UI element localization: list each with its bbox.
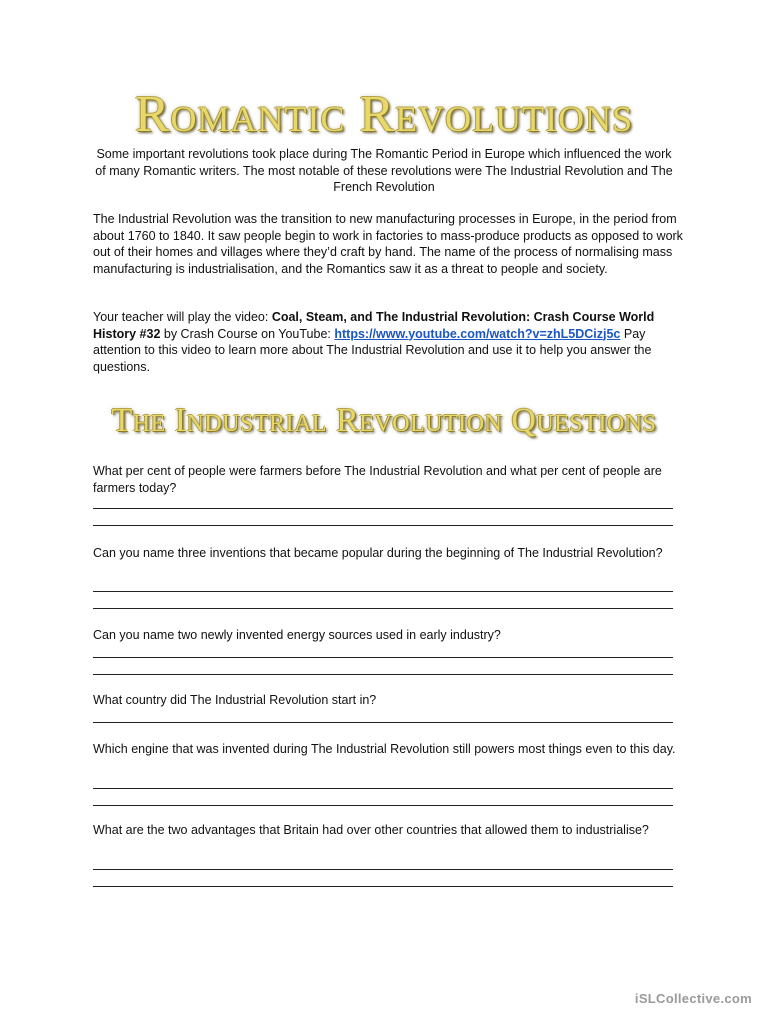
answer-line[interactable] [93,722,673,723]
answer-line[interactable] [93,608,673,609]
video-link[interactable]: https://www.youtube.com/watch?v=zhL5DCizj5c [334,326,621,341]
video-title: Coal, Steam, and The Industrial Revolution: Crash Course World History #32 [93,310,655,341]
questions-section-title: The Industrial Revolution Questions [111,402,657,439]
video-instructions-lead: Your teacher will play the video: [93,310,272,324]
video-source-text: by Crash Course on YouTube: [160,326,335,341]
answer-line[interactable] [93,886,673,887]
answer-line[interactable] [93,805,673,806]
answer-line[interactable] [93,591,673,592]
question-4: What country did The Industrial Revolution start in? [93,693,377,707]
video-instructions-paragraph [93,309,683,375]
answer-line[interactable] [93,525,673,526]
answer-line[interactable] [93,657,673,658]
question-3: Can you name two newly invented energy sources used in early industry? [93,628,501,642]
page-title: Romantic Revolutions [134,86,634,143]
answer-line[interactable] [93,674,673,675]
video-instructions-tail: Pay attention to this video to learn more about The Industrial Revolution and use it to help you answer the questions. [93,326,652,374]
question-6: What are the two advantages that Britain had over other countries that allowed them to industrialise? [93,823,649,837]
question-2: Can you name three inventions that became popular during the beginning of The Industrial Revolution? [93,546,663,560]
question-5: Which engine that was invented during The Industrial Revolution still powers most things even to this day. [93,742,676,756]
intro-text: Some important revolutions took place during The Romantic Period in Europe which influenced the work of many Romantic writers. The most notable of these revolutions were The Industrial Revolution and The French Revolution [95,147,673,194]
question-1: What per cent of people were farmers before The Industrial Revolution and what per cent of people are farmers today? [93,464,662,495]
answer-line[interactable] [93,869,673,870]
answer-line[interactable] [93,508,673,509]
answer-line[interactable] [93,788,673,789]
industrial-revolution-paragraph: The Industrial Revolution was the transition to new manufacturing processes in Europe, in the period from about 1760 to 1840. It saw people begin to work in factories to mass-produce products as opposed to work out of their homes and villages where they’d craft by hand. The name of the process of normalising mass manufacturing is industrialisation, and the Romantics saw it as a threat to people and society. [93,212,683,276]
watermark: iSLCollective.com [634,991,752,1006]
